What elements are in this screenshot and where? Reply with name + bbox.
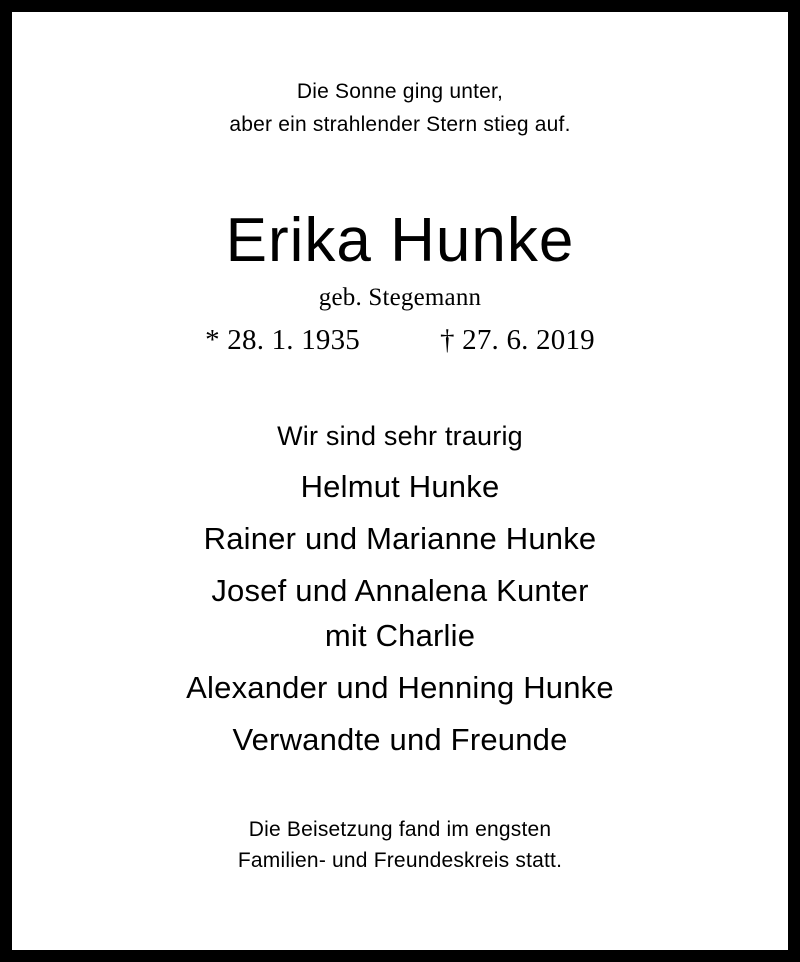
motto-line-2: aber ein strahlender Stern stieg auf. — [229, 113, 571, 136]
death-date: † 27. 6. 2019 — [440, 324, 595, 356]
motto-line-1: Die Sonne ging unter, — [296, 80, 504, 103]
mourner-name: Verwandte und Freunde — [232, 722, 568, 757]
closing-line-2: Familien- und Freundeskreis statt. — [237, 849, 563, 872]
mourners-intro: Wir sind sehr traurig — [277, 421, 523, 451]
maiden-name: geb. Stegemann — [318, 284, 482, 311]
mourner-name: Josef und Annalena Kunter — [211, 573, 589, 608]
closing-line-1: Die Beisetzung fand im engsten — [248, 818, 552, 841]
obituary-notice — [12, 12, 788, 950]
mourner-name: Helmut Hunke — [300, 469, 500, 504]
birth-date: * 28. 1. 1935 — [205, 324, 360, 356]
mourner-name: Alexander und Henning Hunke — [186, 670, 614, 705]
mourner-name: Rainer und Marianne Hunke — [203, 521, 597, 556]
deceased-name: Erika Hunke — [225, 206, 575, 275]
life-dates — [12, 322, 788, 358]
mourner-name: mit Charlie — [324, 618, 476, 653]
